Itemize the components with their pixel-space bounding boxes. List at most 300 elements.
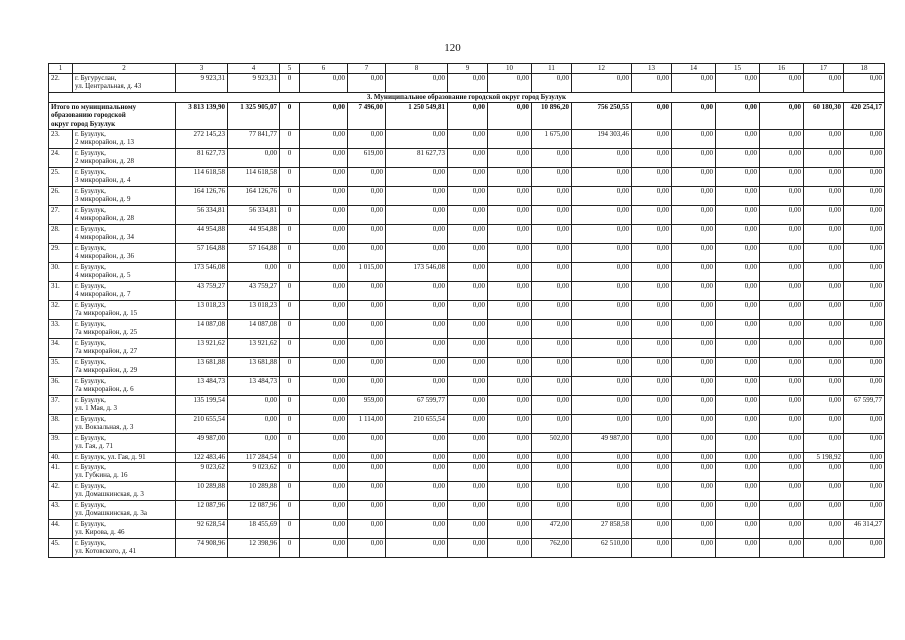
column-header: 12 [572, 64, 632, 74]
value-cell: 0,00 [716, 225, 760, 244]
value-cell: 164 126,76 [228, 187, 280, 206]
address-cell: г. Бузулук, 4 микрорайон, д. 7 [73, 282, 176, 301]
value-cell: 0,00 [300, 501, 348, 520]
value-cell: 0,00 [300, 225, 348, 244]
value-cell: 0,00 [448, 463, 488, 482]
address-cell: г. Бузулук, 3 микрорайон, д. 9 [73, 187, 176, 206]
value-cell: 0,00 [488, 539, 532, 558]
column-header: 13 [632, 64, 672, 74]
value-cell: 0,00 [760, 453, 804, 463]
value-cell: 0,00 [844, 320, 885, 339]
address-cell: г. Бузулук, 7а микрорайон, д. 29 [73, 358, 176, 377]
value-cell: 0,00 [488, 320, 532, 339]
value-cell: 0,00 [488, 244, 532, 263]
row-number: 22. [49, 74, 73, 93]
address-cell: г. Бузулук, ул. Домашкинская, д. 3 [73, 482, 176, 501]
value-cell: 0,00 [348, 358, 386, 377]
value-cell: 0,00 [804, 187, 844, 206]
address-cell: г. Бугуруслан, ул. Центральная, д. 43 [73, 74, 176, 93]
value-cell: 0,00 [804, 225, 844, 244]
table-row [49, 187, 885, 206]
value-cell: 56 334,81 [176, 206, 228, 225]
value-cell: 0,00 [488, 501, 532, 520]
value-cell: 0,00 [386, 168, 448, 187]
value-cell: 0,00 [760, 206, 804, 225]
value-cell: 0,00 [760, 282, 804, 301]
row-number: 28. [49, 225, 73, 244]
value-cell: 0,00 [760, 396, 804, 415]
value-cell: 0 [280, 187, 300, 206]
value-cell: 0,00 [300, 339, 348, 358]
value-cell: 0,00 [386, 463, 448, 482]
section-row [49, 93, 885, 103]
value-cell: 0,00 [844, 539, 885, 558]
row-number: 31. [49, 282, 73, 301]
value-cell: 762,00 [532, 539, 572, 558]
total-cell: 756 250,55 [572, 103, 632, 130]
column-header: 5 [280, 64, 300, 74]
address-cell: г. Бузулук, 7а микрорайон, д. 15 [73, 301, 176, 320]
row-number: 33. [49, 320, 73, 339]
value-cell: 0,00 [488, 282, 532, 301]
value-cell: 0,00 [448, 396, 488, 415]
value-cell: 0,00 [632, 501, 672, 520]
value-cell: 0,00 [716, 244, 760, 263]
value-cell: 0,00 [632, 482, 672, 501]
value-cell: 13 018,23 [176, 301, 228, 320]
value-cell: 0,00 [632, 520, 672, 539]
row-number: 45. [49, 539, 73, 558]
value-cell: 0,00 [572, 396, 632, 415]
value-cell: 0,00 [672, 74, 716, 93]
value-cell: 0,00 [632, 187, 672, 206]
value-cell: 0 [280, 206, 300, 225]
value-cell: 272 145,23 [176, 130, 228, 149]
value-cell: 0,00 [716, 501, 760, 520]
value-cell: 0,00 [532, 244, 572, 263]
value-cell: 0,00 [804, 520, 844, 539]
value-cell: 0,00 [844, 149, 885, 168]
value-cell: 0,00 [760, 244, 804, 263]
value-cell: 0,00 [300, 415, 348, 434]
value-cell: 0 [280, 263, 300, 282]
table-row [49, 244, 885, 263]
table-row [49, 482, 885, 501]
value-cell: 0,00 [228, 415, 280, 434]
value-cell: 0,00 [572, 225, 632, 244]
value-cell: 0,00 [300, 377, 348, 396]
value-cell: 0,00 [672, 539, 716, 558]
value-cell: 0,00 [572, 501, 632, 520]
value-cell: 0,00 [488, 74, 532, 93]
value-cell: 0 [280, 396, 300, 415]
table-row [49, 520, 885, 539]
value-cell: 619,00 [348, 149, 386, 168]
value-cell: 0 [280, 320, 300, 339]
value-cell: 0,00 [804, 74, 844, 93]
value-cell: 81 627,73 [176, 149, 228, 168]
value-cell: 0,00 [844, 225, 885, 244]
value-cell: 0,00 [572, 339, 632, 358]
value-cell: 0,00 [672, 168, 716, 187]
value-cell: 0,00 [300, 168, 348, 187]
value-cell: 0,00 [804, 263, 844, 282]
row-number: 24. [49, 149, 73, 168]
value-cell: 0,00 [716, 339, 760, 358]
value-cell: 0,00 [348, 463, 386, 482]
value-cell: 0,00 [804, 463, 844, 482]
value-cell: 0,00 [448, 539, 488, 558]
value-cell: 0,00 [488, 463, 532, 482]
value-cell: 0,00 [804, 501, 844, 520]
value-cell: 0,00 [386, 282, 448, 301]
value-cell: 0,00 [386, 320, 448, 339]
value-cell: 0,00 [300, 396, 348, 415]
value-cell: 57 164,88 [176, 244, 228, 263]
value-cell: 0,00 [348, 339, 386, 358]
column-header: 14 [672, 64, 716, 74]
column-header: 4 [228, 64, 280, 74]
table-row [49, 501, 885, 520]
value-cell: 114 618,58 [176, 168, 228, 187]
value-cell: 0,00 [348, 301, 386, 320]
value-cell: 0 [280, 358, 300, 377]
value-cell: 0,00 [532, 339, 572, 358]
value-cell: 0,00 [532, 415, 572, 434]
value-cell: 0,00 [632, 434, 672, 453]
value-cell: 0,00 [532, 301, 572, 320]
value-cell: 0,00 [716, 434, 760, 453]
value-cell: 0,00 [348, 187, 386, 206]
value-cell: 0,00 [804, 396, 844, 415]
value-cell: 10 289,88 [228, 482, 280, 501]
value-cell: 0,00 [448, 520, 488, 539]
total-cell: 0,00 [448, 103, 488, 130]
value-cell: 0,00 [532, 320, 572, 339]
value-cell: 194 303,46 [572, 130, 632, 149]
value-cell: 0,00 [672, 453, 716, 463]
value-cell: 0,00 [760, 539, 804, 558]
value-cell: 0,00 [804, 149, 844, 168]
value-cell: 0,00 [572, 187, 632, 206]
value-cell: 0,00 [300, 434, 348, 453]
table-row [49, 74, 885, 93]
value-cell: 0,00 [448, 168, 488, 187]
value-cell: 0,00 [716, 539, 760, 558]
value-cell: 173 546,08 [386, 263, 448, 282]
value-cell: 0,00 [532, 206, 572, 225]
table-row [49, 415, 885, 434]
value-cell: 122 483,46 [176, 453, 228, 463]
value-cell: 472,00 [532, 520, 572, 539]
value-cell: 0,00 [532, 187, 572, 206]
value-cell: 173 546,08 [176, 263, 228, 282]
value-cell: 0,00 [716, 463, 760, 482]
value-cell: 0,00 [672, 263, 716, 282]
value-cell: 0,00 [844, 463, 885, 482]
value-cell: 0,00 [716, 320, 760, 339]
value-cell: 0,00 [632, 149, 672, 168]
page-number: 120 [444, 42, 461, 54]
value-cell: 0,00 [448, 358, 488, 377]
value-cell: 9 923,31 [176, 74, 228, 93]
address-cell: г. Бузулук, ул. Вокзальная, д. 3 [73, 415, 176, 434]
value-cell: 0,00 [844, 358, 885, 377]
value-cell: 0 [280, 225, 300, 244]
total-cell: 0,00 [488, 103, 532, 130]
total-row [49, 103, 885, 130]
row-number: 35. [49, 358, 73, 377]
value-cell: 0,00 [348, 539, 386, 558]
value-cell: 0,00 [448, 301, 488, 320]
value-cell: 0,00 [448, 130, 488, 149]
row-number: 30. [49, 263, 73, 282]
value-cell: 0 [280, 149, 300, 168]
value-cell: 0,00 [348, 206, 386, 225]
value-cell: 43 759,27 [228, 282, 280, 301]
value-cell: 14 087,08 [176, 320, 228, 339]
value-cell: 0,00 [386, 187, 448, 206]
row-number: 41. [49, 463, 73, 482]
value-cell: 0,00 [300, 358, 348, 377]
total-cell: 3 813 139,90 [176, 103, 228, 130]
column-header: 15 [716, 64, 760, 74]
address-cell: г. Бузулук, ул. 1 Мая, д. 3 [73, 396, 176, 415]
table-row [49, 301, 885, 320]
value-cell: 0,00 [386, 74, 448, 93]
value-cell: 0,00 [760, 501, 804, 520]
value-cell: 43 759,27 [176, 282, 228, 301]
value-cell: 0,00 [716, 453, 760, 463]
value-cell: 0,00 [844, 453, 885, 463]
value-cell: 0,00 [348, 168, 386, 187]
column-header: 8 [386, 64, 448, 74]
value-cell: 56 334,81 [228, 206, 280, 225]
value-cell: 0,00 [300, 130, 348, 149]
value-cell: 0,00 [348, 74, 386, 93]
value-cell: 0,00 [488, 377, 532, 396]
row-number: 44. [49, 520, 73, 539]
value-cell: 0,00 [386, 520, 448, 539]
value-cell: 0 [280, 74, 300, 93]
value-cell: 0 [280, 539, 300, 558]
value-cell: 0,00 [804, 434, 844, 453]
value-cell: 0,00 [716, 263, 760, 282]
value-cell: 0,00 [386, 206, 448, 225]
value-cell: 0,00 [488, 482, 532, 501]
value-cell: 0,00 [632, 130, 672, 149]
value-cell: 62 510,00 [572, 539, 632, 558]
value-cell: 0,00 [844, 377, 885, 396]
value-cell: 0,00 [488, 301, 532, 320]
value-cell: 0,00 [760, 149, 804, 168]
value-cell: 0,00 [532, 463, 572, 482]
value-cell: 0,00 [572, 263, 632, 282]
register-table [48, 63, 885, 558]
value-cell: 0,00 [572, 377, 632, 396]
value-cell: 0,00 [300, 149, 348, 168]
total-cell: 1 250 549,81 [386, 103, 448, 130]
value-cell: 0,00 [488, 434, 532, 453]
value-cell: 0,00 [716, 149, 760, 168]
value-cell: 0,00 [760, 377, 804, 396]
value-cell: 0,00 [448, 377, 488, 396]
address-cell: г. Бузулук, 4 микрорайон, д. 36 [73, 244, 176, 263]
address-cell: г. Бузулук, 4 микрорайон, д. 34 [73, 225, 176, 244]
value-cell: 0,00 [760, 415, 804, 434]
value-cell: 0,00 [672, 130, 716, 149]
value-cell: 0,00 [844, 339, 885, 358]
value-cell: 0,00 [386, 358, 448, 377]
value-cell: 0,00 [300, 301, 348, 320]
value-cell: 12 087,96 [176, 501, 228, 520]
address-cell: г. Бузулук, 7а микрорайон, д. 25 [73, 320, 176, 339]
value-cell: 0,00 [572, 482, 632, 501]
total-label: Итого по муниципальному образованию городской округ город Бузулук [49, 103, 176, 130]
value-cell: 9 023,62 [176, 463, 228, 482]
value-cell: 0,00 [448, 501, 488, 520]
value-cell: 0,00 [572, 358, 632, 377]
value-cell: 77 841,77 [228, 130, 280, 149]
value-cell: 0,00 [672, 482, 716, 501]
value-cell: 0 [280, 301, 300, 320]
row-number: 25. [49, 168, 73, 187]
row-number: 23. [49, 130, 73, 149]
value-cell: 0,00 [844, 282, 885, 301]
address-cell: г. Бузулук, 7а микрорайон, д. 27 [73, 339, 176, 358]
value-cell: 114 618,58 [228, 168, 280, 187]
total-cell: 0,00 [300, 103, 348, 130]
value-cell: 0,00 [448, 74, 488, 93]
value-cell: 0,00 [760, 520, 804, 539]
table-row [49, 206, 885, 225]
value-cell: 0,00 [632, 358, 672, 377]
value-cell: 0,00 [348, 130, 386, 149]
row-number: 37. [49, 396, 73, 415]
address-cell: г. Бузулук, ул. Домашкинская, д. 3а [73, 501, 176, 520]
total-cell: 7 496,00 [348, 103, 386, 130]
value-cell: 0 [280, 434, 300, 453]
value-cell: 0,00 [300, 244, 348, 263]
value-cell: 0,00 [228, 263, 280, 282]
value-cell: 0,00 [532, 149, 572, 168]
value-cell: 0,00 [804, 539, 844, 558]
value-cell: 0,00 [632, 206, 672, 225]
value-cell: 0,00 [386, 377, 448, 396]
value-cell: 0,00 [672, 339, 716, 358]
value-cell: 14 087,08 [228, 320, 280, 339]
value-cell: 46 314,27 [844, 520, 885, 539]
value-cell: 0,00 [532, 482, 572, 501]
column-header: 2 [73, 64, 176, 74]
value-cell: 0,00 [760, 263, 804, 282]
value-cell: 0,00 [804, 168, 844, 187]
column-header: 7 [348, 64, 386, 74]
value-cell: 0,00 [804, 377, 844, 396]
value-cell: 0,00 [348, 377, 386, 396]
value-cell: 0,00 [804, 339, 844, 358]
value-cell: 0,00 [844, 501, 885, 520]
value-cell: 0,00 [532, 263, 572, 282]
value-cell: 0,00 [760, 358, 804, 377]
value-cell: 0,00 [300, 263, 348, 282]
total-cell: 10 896,20 [532, 103, 572, 130]
value-cell: 0,00 [488, 263, 532, 282]
value-cell: 0,00 [572, 301, 632, 320]
value-cell: 0 [280, 244, 300, 263]
value-cell: 959,00 [348, 396, 386, 415]
value-cell: 0,00 [386, 130, 448, 149]
column-header: 17 [804, 64, 844, 74]
value-cell: 0,00 [804, 282, 844, 301]
value-cell: 0,00 [672, 149, 716, 168]
value-cell: 0,00 [804, 358, 844, 377]
value-cell: 0,00 [386, 434, 448, 453]
value-cell: 0,00 [448, 263, 488, 282]
value-cell: 0,00 [804, 130, 844, 149]
value-cell: 0,00 [572, 453, 632, 463]
value-cell: 0,00 [572, 206, 632, 225]
row-number: 29. [49, 244, 73, 263]
value-cell: 0,00 [300, 539, 348, 558]
value-cell: 0,00 [716, 130, 760, 149]
section-title: 3. Муниципальное образование городской округ город Бузулук [49, 93, 885, 103]
value-cell: 0,00 [672, 463, 716, 482]
address-cell: г. Бузулук, ул. Гая, д. 71 [73, 434, 176, 453]
value-cell: 0,00 [300, 520, 348, 539]
value-cell: 0,00 [672, 320, 716, 339]
header-row [49, 64, 885, 74]
value-cell: 12 398,96 [228, 539, 280, 558]
column-header: 3 [176, 64, 228, 74]
value-cell: 0,00 [386, 244, 448, 263]
address-cell: г. Бузулук, ул. Гая, д. 91 [73, 453, 176, 463]
value-cell: 0,00 [532, 396, 572, 415]
value-cell: 0,00 [488, 520, 532, 539]
value-cell: 0,00 [672, 282, 716, 301]
value-cell: 13 484,73 [176, 377, 228, 396]
value-cell: 0,00 [532, 225, 572, 244]
table-row [49, 539, 885, 558]
table-row [49, 225, 885, 244]
value-cell: 0 [280, 130, 300, 149]
value-cell: 0,00 [348, 482, 386, 501]
value-cell: 1 015,00 [348, 263, 386, 282]
address-cell: г. Бузулук, 2 микрорайон, д. 28 [73, 149, 176, 168]
column-header: 9 [448, 64, 488, 74]
address-cell: г. Бузулук, 3 микрорайон, д. 4 [73, 168, 176, 187]
value-cell: 0,00 [488, 396, 532, 415]
value-cell: 0,00 [300, 463, 348, 482]
value-cell: 0,00 [228, 434, 280, 453]
value-cell: 0,00 [716, 74, 760, 93]
value-cell: 0,00 [348, 282, 386, 301]
column-header: 16 [760, 64, 804, 74]
value-cell: 0,00 [632, 168, 672, 187]
value-cell: 0,00 [386, 225, 448, 244]
value-cell: 49 987,00 [572, 434, 632, 453]
address-cell: г. Бузулук, 4 микрорайон, д. 5 [73, 263, 176, 282]
value-cell: 0,00 [488, 358, 532, 377]
value-cell: 0,00 [300, 74, 348, 93]
value-cell: 0,00 [488, 415, 532, 434]
value-cell: 57 164,88 [228, 244, 280, 263]
value-cell: 210 655,54 [176, 415, 228, 434]
value-cell: 49 987,00 [176, 434, 228, 453]
column-header: 6 [300, 64, 348, 74]
value-cell: 0,00 [632, 282, 672, 301]
value-cell: 0,00 [386, 339, 448, 358]
